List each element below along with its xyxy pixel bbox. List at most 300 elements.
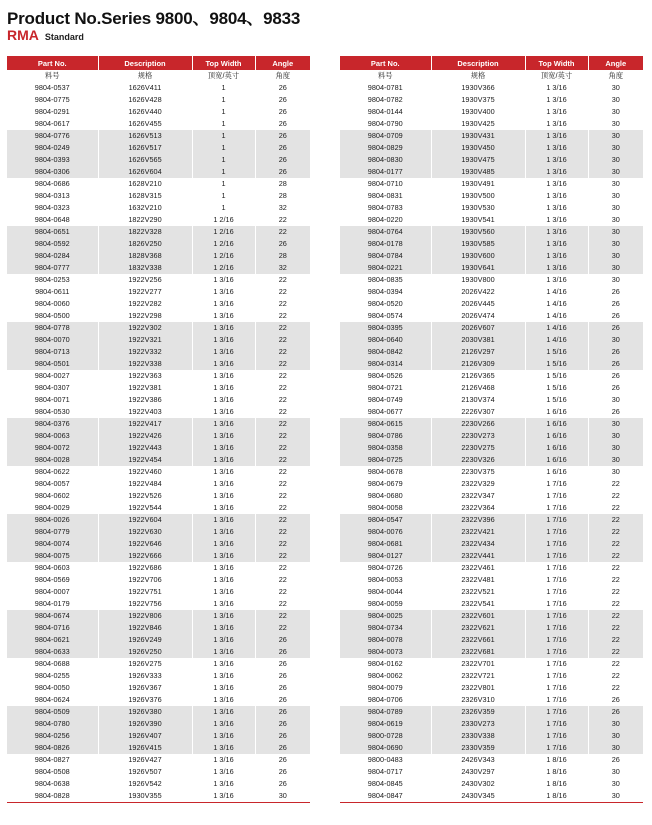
- angle-cell: 30: [588, 418, 643, 430]
- description-cell: 1922V282: [98, 298, 192, 310]
- top-width-cell: 1 3/16: [192, 706, 255, 718]
- angle-cell: 22: [255, 358, 310, 370]
- top-width-cell: 1: [192, 118, 255, 130]
- part-no-cell: 9804-0393: [7, 154, 98, 166]
- angle-cell: 30: [588, 238, 643, 250]
- angle-cell: 30: [588, 118, 643, 130]
- description-cell: 1922V403: [98, 406, 192, 418]
- table-row: [7, 394, 310, 406]
- description-cell: 1922V846: [98, 622, 192, 634]
- top-width-cell: 1 7/16: [525, 670, 588, 682]
- table-row: [340, 538, 643, 550]
- top-width-cell: 1 3/16: [525, 106, 588, 118]
- angle-cell: 22: [255, 226, 310, 238]
- table-row: [7, 370, 310, 382]
- table-row: [340, 754, 643, 766]
- table-row: [7, 130, 310, 142]
- top-width-cell: 1 4/16: [525, 334, 588, 346]
- description-cell: 1926V333: [98, 670, 192, 682]
- top-width-cell: 1 7/16: [525, 586, 588, 598]
- table-row: [340, 130, 643, 142]
- description-cell: 1922V460: [98, 466, 192, 478]
- table-row: [7, 250, 310, 262]
- description-cell: 2322V621: [431, 622, 525, 634]
- part-no-cell: 9804-0509: [7, 706, 98, 718]
- description-cell: 1922V443: [98, 442, 192, 454]
- angle-cell: 26: [588, 694, 643, 706]
- description-cell: 2130V374: [431, 394, 525, 406]
- header-part-no: Part No.: [340, 56, 431, 70]
- angle-cell: 30: [588, 466, 643, 478]
- part-no-cell: 9804-0681: [340, 538, 431, 550]
- top-width-cell: 1 7/16: [525, 502, 588, 514]
- top-width-cell: 1 6/16: [525, 454, 588, 466]
- table-row: [340, 730, 643, 742]
- angle-cell: 26: [255, 742, 310, 754]
- part-no-cell: 9804-0394: [367, 287, 403, 296]
- description-cell: 1626V440: [98, 106, 192, 118]
- angle-cell: 26: [255, 694, 310, 706]
- part-no-cell: 9804-0029: [34, 503, 70, 512]
- part-no-cell: 9804-0781: [367, 83, 403, 92]
- angle-cell: 22: [588, 622, 643, 634]
- angle-cell: 26: [255, 238, 310, 250]
- top-width-cell: 1 3/16: [192, 754, 255, 766]
- description-cell: 1926V415: [98, 742, 192, 754]
- top-width-cell: 1 3/16: [192, 502, 255, 514]
- angle-cell: 28: [255, 250, 310, 262]
- description-cell: 1626V428: [98, 94, 192, 106]
- top-width-cell: 1 7/16: [525, 526, 588, 538]
- part-no-cell: 9804-0072: [7, 442, 98, 454]
- table-row: [340, 142, 643, 154]
- description-cell: 1926V542: [98, 778, 192, 790]
- part-no-cell: 9804-0027: [34, 371, 70, 380]
- angle-cell: 26: [255, 778, 310, 790]
- angle-cell: 22: [255, 466, 310, 478]
- table-row: [7, 94, 310, 106]
- description-cell: 2330V338: [431, 730, 525, 742]
- part-no-cell: 9804-0058: [367, 503, 403, 512]
- description-cell: 2322V701: [431, 658, 525, 670]
- description-cell: 2322V481: [431, 574, 525, 586]
- part-no-cell: 9804-0255: [34, 671, 70, 680]
- subtitle: [7, 27, 84, 45]
- angle-cell: 26: [255, 754, 310, 766]
- description-cell: 2322V441: [431, 550, 525, 562]
- part-no-cell: 9804-0789: [340, 706, 431, 718]
- angle-cell: 30: [588, 454, 643, 466]
- top-width-cell: 1 7/16: [525, 706, 588, 718]
- part-no-cell: 9804-0127: [340, 550, 431, 562]
- top-width-cell: 1 3/16: [192, 286, 255, 298]
- description-cell: 1926V407: [98, 730, 192, 742]
- top-width-cell: 1 3/16: [192, 646, 255, 658]
- header-angle: Angle: [588, 56, 643, 70]
- description-cell: 1628V210: [98, 178, 192, 190]
- top-width-cell: 1 3/16: [192, 742, 255, 754]
- angle-cell: 26: [255, 142, 310, 154]
- description-cell: 2230V266: [431, 418, 525, 430]
- table-row: [340, 706, 643, 718]
- top-width-cell: 1 7/16: [525, 574, 588, 586]
- part-no-cell: 9804-0530: [34, 407, 70, 416]
- angle-cell: 30: [588, 274, 643, 286]
- part-no-cell: 9800-0728: [340, 730, 431, 742]
- table-row: [340, 466, 643, 478]
- top-width-cell: 1 3/16: [192, 346, 255, 358]
- table-row: [7, 598, 310, 610]
- angle-cell: 22: [255, 598, 310, 610]
- top-width-cell: 1 4/16: [525, 298, 588, 310]
- table-row: [340, 574, 643, 586]
- top-width-cell: 1 3/16: [192, 466, 255, 478]
- top-width-cell: 1 3/16: [525, 130, 588, 142]
- top-width-cell: 1 7/16: [525, 742, 588, 754]
- angle-cell: 22: [255, 370, 310, 382]
- table-row: [340, 262, 643, 274]
- description-cell: 2322V364: [431, 502, 525, 514]
- angle-cell: 22: [255, 430, 310, 442]
- top-width-cell: 1 6/16: [525, 406, 588, 418]
- top-width-cell: 1 3/16: [525, 190, 588, 202]
- part-no-cell: 9804-0501: [7, 358, 98, 370]
- top-width-cell: 1 7/16: [525, 550, 588, 562]
- table-row: [340, 394, 643, 406]
- table-row: [340, 154, 643, 166]
- table-row: [7, 742, 310, 754]
- angle-cell: 22: [588, 550, 643, 562]
- description-cell: 1926V380: [98, 706, 192, 718]
- header-angle-cn: 角度: [588, 70, 643, 82]
- top-width-cell: 1 4/16: [525, 310, 588, 322]
- table-row: [340, 658, 643, 670]
- description-cell: 1926V367: [98, 682, 192, 694]
- part-no-cell: 9804-0640: [340, 334, 431, 346]
- table-row: [7, 298, 310, 310]
- angle-cell: 26: [588, 754, 643, 766]
- angle-cell: 30: [588, 214, 643, 226]
- top-width-cell: 1 7/16: [525, 694, 588, 706]
- angle-cell: 22: [588, 502, 643, 514]
- table-row: [7, 262, 310, 274]
- angle-cell: 26: [255, 706, 310, 718]
- description-cell: 1930V530: [431, 202, 525, 214]
- header-top-width-cn: 顶宽/英寸: [192, 70, 255, 82]
- angle-cell: 30: [588, 394, 643, 406]
- table-row: [340, 454, 643, 466]
- angle-cell: 30: [588, 106, 643, 118]
- top-width-cell: 1 3/16: [525, 154, 588, 166]
- table-row: [7, 238, 310, 250]
- top-width-cell: 1 7/16: [525, 562, 588, 574]
- table-row: [7, 214, 310, 226]
- description-cell: 1832V338: [98, 262, 192, 274]
- angle-cell: 22: [588, 490, 643, 502]
- description-cell: 2326V359: [431, 706, 525, 718]
- part-no-cell: 9804-0680: [367, 491, 403, 500]
- angle-cell: 22: [255, 622, 310, 634]
- part-no-cell: 9804-0686: [34, 179, 70, 188]
- description-cell: 2026V474: [431, 310, 525, 322]
- part-no-cell: 9804-0007: [34, 587, 70, 596]
- part-no-cell: 9804-0079: [367, 683, 403, 692]
- description-cell: 2226V307: [431, 406, 525, 418]
- description-cell: 2030V381: [431, 334, 525, 346]
- description-cell: 2430V302: [431, 778, 525, 790]
- top-width-cell: 1 3/16: [525, 178, 588, 190]
- description-cell: 1922V751: [98, 586, 192, 598]
- table-row: [7, 622, 310, 634]
- table-row: [7, 478, 310, 490]
- top-width-cell: 1 3/16: [192, 298, 255, 310]
- angle-cell: 22: [255, 478, 310, 490]
- description-cell: 2126V309: [431, 358, 525, 370]
- description-cell: 2230V273: [431, 430, 525, 442]
- top-width-cell: 1 3/16: [192, 730, 255, 742]
- part-no-cell: 9804-0688: [34, 659, 70, 668]
- angle-cell: 22: [588, 478, 643, 490]
- angle-cell: 28: [255, 190, 310, 202]
- angle-cell: 30: [588, 130, 643, 142]
- angle-cell: 22: [588, 514, 643, 526]
- top-width-cell: 1 3/16: [192, 790, 255, 803]
- header-row-cn: [340, 70, 643, 82]
- description-cell: 1922V381: [98, 382, 192, 394]
- part-no-cell: 9804-0611: [35, 287, 70, 296]
- angle-cell: 22: [255, 514, 310, 526]
- table-row: [7, 550, 310, 562]
- part-no-cell: 9804-0690: [340, 742, 431, 754]
- description-cell: 2322V541: [431, 598, 525, 610]
- part-no-cell: 9804-0500: [34, 311, 70, 320]
- description-cell: 1930V375: [431, 94, 525, 106]
- table-row: [7, 754, 310, 766]
- angle-cell: 30: [588, 82, 643, 94]
- part-no-cell: 9804-0847: [340, 790, 431, 803]
- part-no-cell: 9804-0826: [7, 742, 98, 754]
- table-row: [7, 406, 310, 418]
- part-no-cell: 9804-0177: [340, 166, 431, 178]
- table-row: [7, 466, 310, 478]
- top-width-cell: 1 3/16: [192, 310, 255, 322]
- part-no-cell: 9804-0828: [7, 790, 98, 803]
- description-cell: 2322V721: [431, 670, 525, 682]
- angle-cell: 22: [255, 394, 310, 406]
- description-cell: 1922V321: [98, 334, 192, 346]
- description-cell: 1926V250: [98, 646, 192, 658]
- top-width-cell: 1 7/16: [525, 730, 588, 742]
- description-cell: 1926V376: [98, 694, 192, 706]
- angle-cell: 22: [255, 586, 310, 598]
- top-width-cell: 1 5/16: [525, 346, 588, 358]
- table-row: [340, 550, 643, 562]
- table-row: [7, 526, 310, 538]
- part-no-cell: 9804-0059: [367, 599, 403, 608]
- top-width-cell: 1 3/16: [525, 274, 588, 286]
- description-cell: 1922V756: [98, 598, 192, 610]
- table-row: [340, 94, 643, 106]
- description-cell: 1628V315: [98, 190, 192, 202]
- angle-cell: 30: [588, 154, 643, 166]
- top-width-cell: 1 7/16: [525, 478, 588, 490]
- part-no-cell: 9804-0284: [7, 250, 98, 262]
- part-no-cell: 9804-0323: [34, 203, 70, 212]
- table-row: [340, 514, 643, 526]
- angle-cell: 22: [588, 538, 643, 550]
- top-width-cell: 1 3/16: [192, 322, 255, 334]
- description-cell: 1822V290: [98, 214, 192, 226]
- table-row: [7, 658, 310, 670]
- angle-cell: 22: [588, 634, 643, 646]
- table-row: [7, 682, 310, 694]
- angle-cell: 26: [588, 406, 643, 418]
- header-row: [340, 56, 643, 70]
- part-no-cell: 9804-0721: [367, 383, 403, 392]
- angle-cell: 30: [255, 790, 310, 803]
- parts-table-right: [340, 56, 643, 803]
- part-no-cell: 9804-0070: [7, 334, 98, 346]
- angle-cell: 30: [588, 178, 643, 190]
- part-no-cell: 9804-0078: [340, 634, 431, 646]
- part-no-cell: 9804-0624: [34, 695, 70, 704]
- angle-cell: 26: [255, 130, 310, 142]
- description-cell: 1930V450: [431, 142, 525, 154]
- part-no-cell: 9804-0574: [367, 311, 403, 320]
- table-row: [340, 490, 643, 502]
- top-width-cell: 1 3/16: [192, 658, 255, 670]
- description-cell: 2026V607: [431, 322, 525, 334]
- part-no-cell: 9804-0062: [367, 671, 403, 680]
- part-no-cell: 9804-0829: [340, 142, 431, 154]
- top-width-cell: 1 3/16: [192, 766, 255, 778]
- table-row: [7, 646, 310, 658]
- table-row: [340, 442, 643, 454]
- table-row: [7, 586, 310, 598]
- top-width-cell: 1: [192, 190, 255, 202]
- part-no-cell: 9804-0734: [340, 622, 431, 634]
- top-width-cell: 1 3/16: [192, 370, 255, 382]
- angle-cell: 22: [255, 382, 310, 394]
- part-no-cell: 9804-0777: [7, 262, 98, 274]
- top-width-cell: 1 7/16: [525, 646, 588, 658]
- description-cell: 2126V297: [431, 346, 525, 358]
- part-no-cell: 9804-0830: [340, 154, 431, 166]
- top-width-cell: 1 3/16: [192, 358, 255, 370]
- angle-cell: 30: [588, 430, 643, 442]
- top-width-cell: 1 3/16: [525, 238, 588, 250]
- table-row: [340, 118, 643, 130]
- table-row: [340, 622, 643, 634]
- angle-cell: 26: [588, 358, 643, 370]
- header-description: Description: [98, 56, 192, 70]
- part-no-cell: 9804-0716: [7, 622, 98, 634]
- top-width-cell: 1: [192, 202, 255, 214]
- top-width-cell: 1 3/16: [192, 634, 255, 646]
- top-width-cell: 1 3/16: [192, 478, 255, 490]
- description-cell: 1632V210: [98, 202, 192, 214]
- part-no-cell: 9804-0776: [7, 130, 98, 142]
- angle-cell: 22: [255, 610, 310, 622]
- table-row: [340, 322, 643, 334]
- description-cell: 1930V355: [98, 790, 192, 803]
- top-width-cell: 1 8/16: [525, 766, 588, 778]
- part-no-cell: 9804-0395: [340, 322, 431, 334]
- table-row: [340, 766, 643, 778]
- table-row: [340, 598, 643, 610]
- part-no-cell: 9804-0638: [34, 779, 70, 788]
- top-width-cell: 1: [192, 178, 255, 190]
- part-no-cell: 9804-0602: [34, 491, 70, 500]
- description-cell: 1922V338: [98, 358, 192, 370]
- angle-cell: 22: [255, 310, 310, 322]
- table-row: [340, 190, 643, 202]
- top-width-cell: 1 2/16: [192, 250, 255, 262]
- part-no-cell: 9804-0782: [367, 95, 403, 104]
- table-row: [7, 382, 310, 394]
- table-row: [340, 670, 643, 682]
- part-no-cell: 9804-0709: [340, 130, 431, 142]
- table-row: [7, 610, 310, 622]
- description-cell: 1930V431: [431, 130, 525, 142]
- angle-cell: 22: [588, 598, 643, 610]
- angle-cell: 26: [588, 346, 643, 358]
- part-no-cell: 9804-0071: [34, 395, 70, 404]
- table-row: [7, 106, 310, 118]
- top-width-cell: 1 7/16: [525, 622, 588, 634]
- angle-cell: 26: [255, 646, 310, 658]
- part-no-cell: 9804-0845: [367, 779, 403, 788]
- part-no-cell: 9804-0717: [367, 767, 403, 776]
- angle-cell: 30: [588, 742, 643, 754]
- top-width-cell: 1 2/16: [192, 214, 255, 226]
- angle-cell: 26: [255, 634, 310, 646]
- top-width-cell: 1 3/16: [192, 406, 255, 418]
- part-no-cell: 9804-0508: [34, 767, 70, 776]
- header-part-no-cn: 料号: [44, 71, 60, 80]
- description-cell: 1930V560: [431, 226, 525, 238]
- description-cell: 1626V455: [98, 118, 192, 130]
- angle-cell: 22: [255, 550, 310, 562]
- top-width-cell: 1 5/16: [525, 358, 588, 370]
- part-no-cell: 9804-0179: [34, 599, 70, 608]
- part-no-cell: 9804-0144: [367, 107, 403, 116]
- table-row: [340, 742, 643, 754]
- table-row: [340, 310, 643, 322]
- table-row: [7, 514, 310, 526]
- top-width-cell: 1: [192, 154, 255, 166]
- table-row: [7, 538, 310, 550]
- part-no-cell: 9804-0617: [34, 119, 70, 128]
- part-no-cell: 9804-0677: [367, 407, 403, 416]
- description-cell: 2322V601: [431, 610, 525, 622]
- angle-cell: 26: [588, 286, 643, 298]
- part-no-cell: 9804-0253: [34, 275, 70, 284]
- part-no-cell: 9804-0778: [7, 322, 98, 334]
- top-width-cell: 1 7/16: [525, 490, 588, 502]
- part-no-cell: 9804-0835: [367, 275, 403, 284]
- part-no-cell: 9804-0615: [340, 418, 431, 430]
- table-row: [7, 634, 310, 646]
- top-width-cell: 1 3/16: [192, 598, 255, 610]
- angle-cell: 30: [588, 190, 643, 202]
- top-width-cell: 1 7/16: [525, 658, 588, 670]
- part-no-cell: 9804-0547: [340, 514, 431, 526]
- top-width-cell: 1 6/16: [525, 418, 588, 430]
- header-top-width-cn: 顶宽/英寸: [525, 70, 588, 82]
- table-row: [340, 346, 643, 358]
- table-row: [7, 310, 310, 322]
